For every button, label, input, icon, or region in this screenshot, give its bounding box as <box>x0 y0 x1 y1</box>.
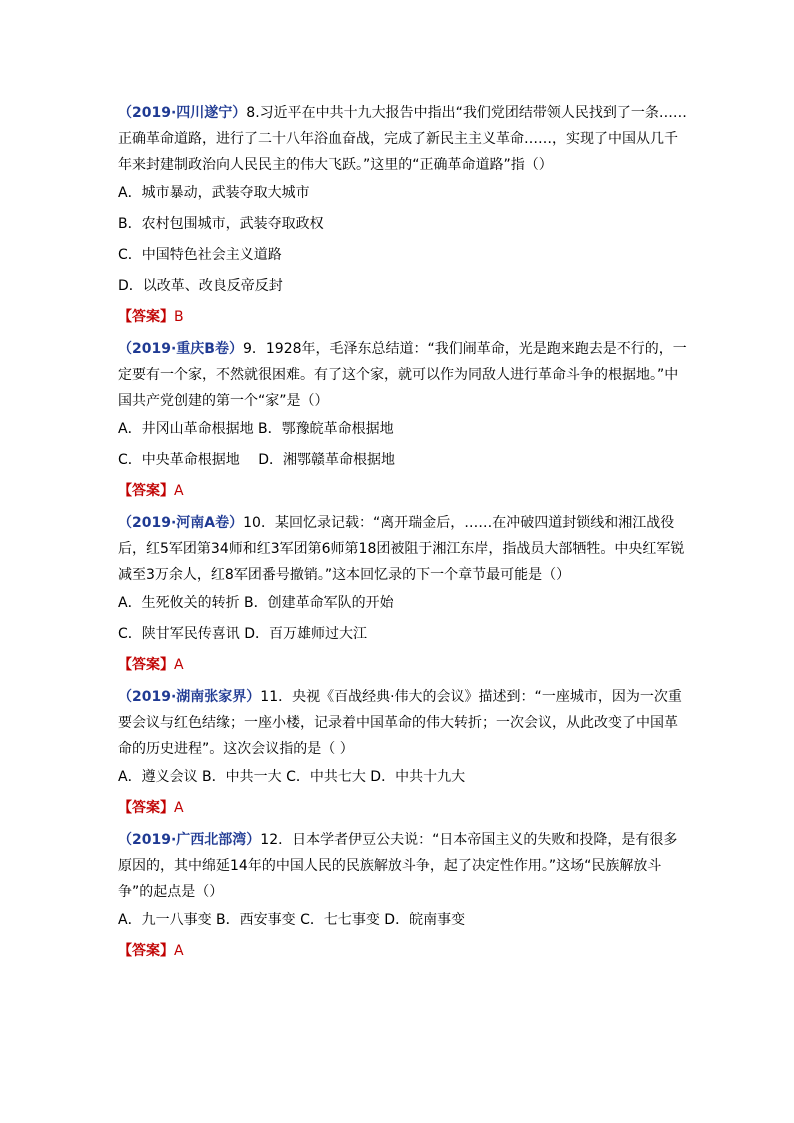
question-text: 12．日本学者伊豆公夫说：“日本帝国主义的失败和投降，是有很多原因的，其中绵延14年的中国人民的民族解放斗争，起了决定性作用。”这场“民族解放斗争”的起点是（） <box>118 832 678 900</box>
option-ab: A．生死攸关的转折 B．创建革命军队的开始 <box>118 595 394 611</box>
question-10 <box>118 510 688 681</box>
answer-line <box>118 650 688 681</box>
question-source: （2019·四川遂宁） <box>118 105 247 121</box>
question-text: 9．1928年，毛泽东总结道：“我们闹革命，光是跑来跑去是不行的，一定要有一个家，不然就很困难。有了这个家，就可以作为同敌人进行革命斗争的根据地。”中国共产党创建的第一个“家”是（） <box>118 341 687 409</box>
question-stem <box>118 510 688 588</box>
question-source: （2019·湖南张家界） <box>118 689 261 705</box>
answer-value: B <box>174 309 184 325</box>
question-text: 11．央视《百战经典·伟大的会议》描述到：“一座城市，因为一次重要会议与红色结缘；一座小楼，记录着中国革命的伟大转折；一次会议，从此改变了中国革命的历史进程”。这次会议指的是（ ） <box>118 689 682 757</box>
option-cd: C．中央革命根据地 D．湘鄂赣革命根据地 <box>118 452 396 468</box>
question-stem <box>118 827 688 905</box>
option-b: B．农村包围城市，武装夺取政权 <box>118 216 324 232</box>
answer-line <box>118 936 688 967</box>
document-page <box>118 100 688 970</box>
question-8 <box>118 100 688 333</box>
answer-value: A <box>174 483 184 499</box>
question-stem <box>118 100 688 178</box>
option-c: C．中国特色社会主义道路 <box>118 247 282 263</box>
option-abcd: A．九一八事变 B．西安事变 C．七七事变 D．皖南事变 <box>118 912 466 928</box>
option-abcd: A．遵义会议 B．中共一大 C．中共七大 D．中共十九大 <box>118 769 466 785</box>
answer-value: A <box>174 657 184 673</box>
option-d: D．以改革、改良反帝反封 <box>118 278 283 294</box>
answer-value: A <box>174 800 184 816</box>
question-source: （2019·广西北部湾） <box>118 832 261 848</box>
answer-label: 【答案】 <box>118 943 174 959</box>
answer-value: A <box>174 943 184 959</box>
answer-label: 【答案】 <box>118 309 174 325</box>
question-text: 8.习近平在中共十九大报告中指出“我们党团结带领人民找到了一条……正确革命道路，进行了二十八年浴血奋战，完成了新民主主义革命……，实现了中国从几千年来封建制政治向人民民主的伟大飞跃。”这里的“正确革命道路”指（） <box>118 105 687 173</box>
answer-line <box>118 793 688 824</box>
question-9 <box>118 336 688 507</box>
answer-line <box>118 302 688 333</box>
option-ab: A．井冈山革命根据地 B．鄂豫皖革命根据地 <box>118 421 394 437</box>
answer-label: 【答案】 <box>118 657 174 673</box>
question-stem <box>118 684 688 762</box>
answer-label: 【答案】 <box>118 483 174 499</box>
answer-line <box>118 476 688 507</box>
question-source: （2019·河南A卷） <box>118 515 244 531</box>
option-cd: C．陕甘军民传喜讯 D．百万雄师过大江 <box>118 626 368 642</box>
question-source: （2019·重庆B卷） <box>118 341 243 357</box>
question-12 <box>118 827 688 967</box>
question-11 <box>118 684 688 824</box>
question-stem <box>118 336 688 414</box>
question-text: 10．某回忆录记载：“离开瑞金后，……在冲破四道封锁线和湘江战役后，红5军团第34师和红3军团第6师第18团被阻于湘江东岸，指战员大部牺牲。中央红军锐减至3万余人，红8军团番号撤销。”这本回忆录的下一个章节最可能是（） <box>118 515 685 583</box>
answer-label: 【答案】 <box>118 800 174 816</box>
option-a: A．城市暴动，武装夺取大城市 <box>118 185 310 201</box>
